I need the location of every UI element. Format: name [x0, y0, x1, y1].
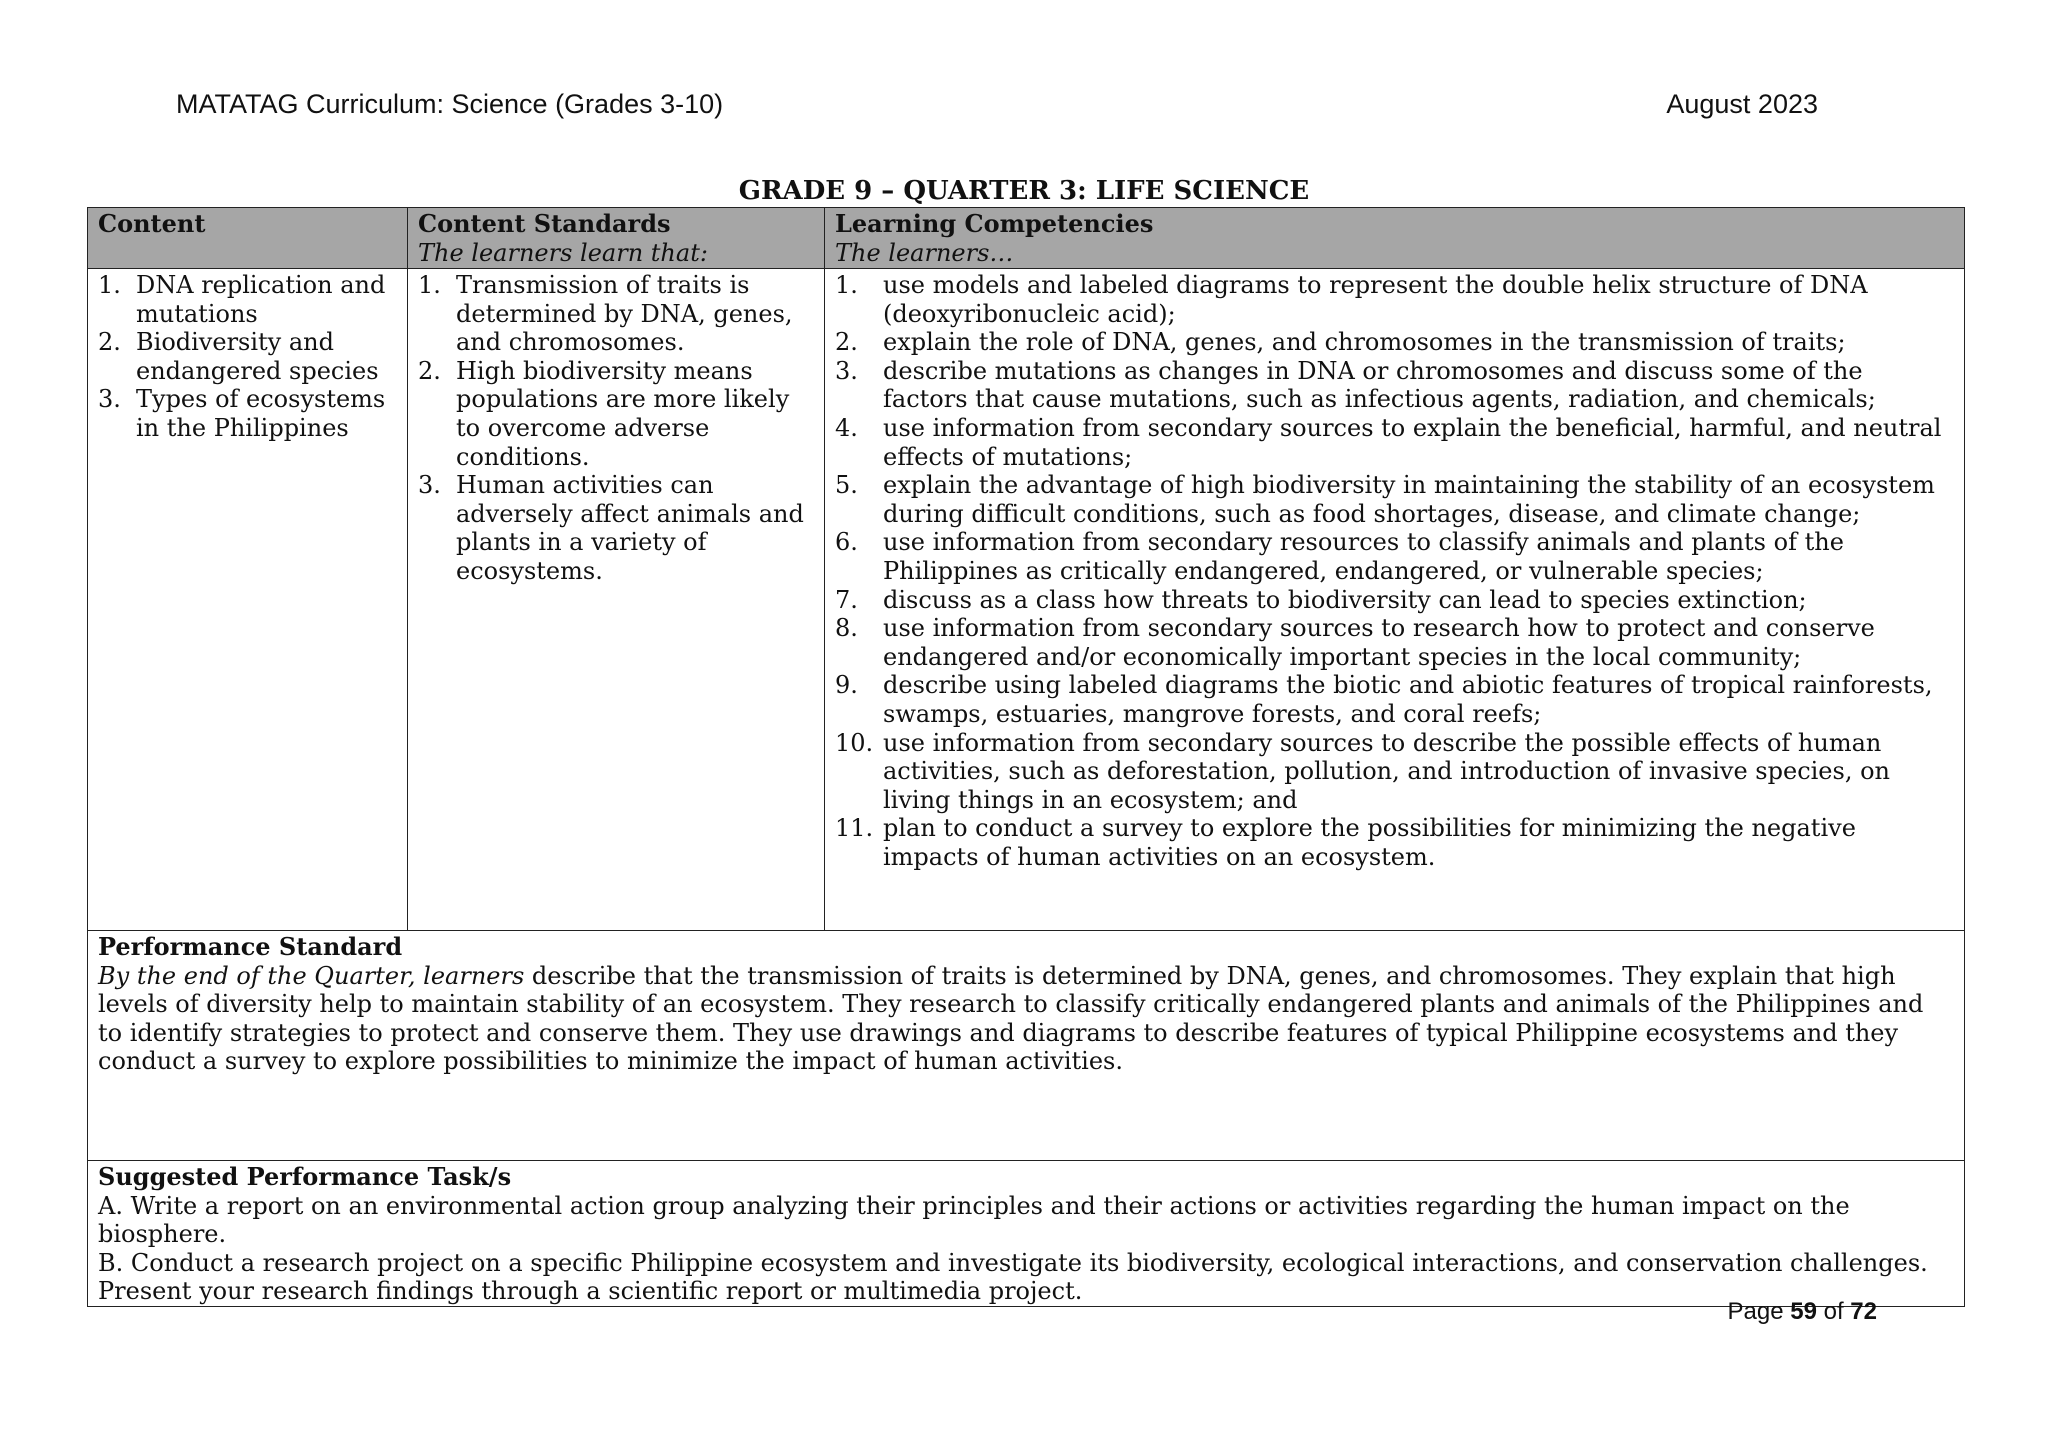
document-date: August 2023: [1666, 89, 1818, 119]
list-item: [98, 271, 397, 328]
document-title: MATATAG Curriculum: Science (Grades 3-10): [176, 89, 724, 119]
item-number: 1.: [835, 271, 858, 299]
header-competencies-sub: The learners…: [835, 238, 1014, 267]
content-list: [98, 271, 397, 443]
item-number: 1.: [418, 271, 441, 299]
item-number: 3.: [418, 471, 441, 500]
performance-lead: By the end of the Quarter, learners: [98, 961, 525, 990]
header-content-label: Content: [98, 209, 206, 238]
task-b: B. Conduct a research project on a specific Philippine ecosystem and investigate its biodiversity, ecological interactions, and conservation challenges. Present your research findings through a scientific report or multimedia project.: [98, 1248, 1928, 1306]
item-text: explain the role of DNA, genes, and chromosomes in the transmission of traits;: [883, 328, 1846, 357]
list-item: [835, 414, 1954, 471]
item-number: 2.: [98, 328, 121, 357]
competencies-list: [835, 271, 1954, 871]
item-text: use information from secondary resources to classify animals and plants of the Philippines as critically endangered, endangered, or vulnerable species;: [883, 528, 1844, 585]
header-learning-competencies: [825, 208, 1964, 268]
header-standards-label: Content Standards: [418, 209, 671, 238]
page-current: 59: [1790, 1298, 1817, 1325]
item-text: discuss as a class how threats to biodiversity can lead to species extinction;: [883, 585, 1807, 614]
list-item: [835, 357, 1954, 414]
item-text: High biodiversity means populations are more likely to overcome adverse conditions.: [456, 356, 790, 471]
item-text: describe mutations as changes in DNA or chromosomes and discuss some of the factors that cause mutations, such as infectious agents, radiation, and chemicals;: [883, 356, 1876, 414]
item-number: 11.: [835, 814, 874, 843]
item-number: 1.: [98, 271, 121, 299]
list-item: [835, 471, 1954, 528]
grade-quarter-title: GRADE 9 – QUARTER 3: LIFE SCIENCE: [738, 176, 1310, 206]
page-word: Page: [1727, 1298, 1784, 1325]
list-item: [835, 328, 1954, 357]
task-a: A. Write a report on an environmental action group analyzing their principles and their actions or activities regarding the human impact on the biosphere.: [98, 1191, 1850, 1249]
curriculum-table: [87, 207, 1965, 1307]
performance-standard-title: Performance Standard: [98, 932, 403, 961]
header-content: [88, 208, 408, 268]
header-competencies-label: Learning Competencies: [835, 209, 1154, 238]
list-item: [418, 471, 814, 585]
table-header-row: [88, 208, 1964, 269]
list-item: [98, 385, 397, 442]
list-item: [835, 271, 1954, 328]
item-text: use information from secondary sources to research how to protect and conserve endangered and/or economically important species in the local community;: [883, 614, 1875, 671]
item-number: 4.: [835, 413, 858, 442]
of-word: of: [1823, 1298, 1844, 1325]
item-text: describe using labeled diagrams the biotic and abiotic features of tropical rainforests, swamps, estuaries, mangrove forests, and coral reefs;: [883, 671, 1933, 728]
item-number: 6.: [835, 528, 858, 557]
item-text: use information from secondary sources to describe the possible effects of human activities, such as deforestation, pollution, and introduction of invasive species, on living things in an ecosystem; and: [883, 728, 1890, 814]
performance-standard-section: [88, 931, 1964, 1161]
header-content-standards: [408, 208, 825, 268]
list-item: [835, 671, 1954, 728]
item-number: 8.: [835, 614, 858, 643]
learning-competencies-cell: [825, 269, 1964, 930]
item-text: DNA replication and mutations: [136, 271, 386, 328]
item-number: 7.: [835, 585, 858, 614]
suggested-tasks-section: [88, 1161, 1964, 1306]
list-item: [418, 271, 814, 357]
table-body-row: [88, 269, 1964, 931]
content-standards-cell: [408, 269, 825, 930]
performance-body: describe that the transmission of traits is determined by DNA, genes, and chromosomes. They explain that high levels of diversity help to maintain stability of an ecosystem. They research to classify critically endangered plants and animals of the Philippines and to identify strategies to protect and conserve them. They use drawings and diagrams to describe features of typical Philippine ecosystems and they conduct a survey to explore possibilities to minimize the impact of human activities.: [98, 961, 1924, 1076]
page-total: 72: [1850, 1298, 1877, 1325]
item-number: 10.: [835, 728, 874, 757]
item-text: Biodiversity and endangered species: [136, 328, 379, 385]
item-number: 2.: [418, 356, 441, 385]
item-text: plan to conduct a survey to explore the possibilities for minimizing the negative impacts of human activities on an ecosystem.: [883, 814, 1856, 871]
item-number: 5.: [835, 471, 858, 500]
list-item: [418, 357, 814, 471]
performance-standard-text: [98, 962, 1954, 1076]
item-text: use models and labeled diagrams to represent the double helix structure of DNA (deoxyribonucleic acid);: [883, 271, 1868, 328]
item-text: Human activities can adversely affect animals and plants in a variety of ecosystems.: [456, 471, 804, 585]
list-item: [835, 528, 1954, 585]
content-cell: [88, 269, 408, 930]
suggested-tasks-title: Suggested Performance Task/s: [98, 1162, 512, 1191]
list-item: [98, 328, 397, 385]
item-number: 3.: [835, 356, 858, 385]
item-number: 3.: [98, 385, 121, 414]
item-text: explain the advantage of high biodiversity in maintaining the stability of an ecosystem during difficult conditions, such as food shortages, disease, and climate change;: [883, 471, 1935, 528]
list-item: [835, 814, 1954, 871]
item-text: Transmission of traits is determined by DNA, genes, and chromosomes.: [456, 271, 793, 357]
item-number: 9.: [835, 671, 858, 700]
standards-list: [418, 271, 814, 586]
header-standards-sub: The learners learn that:: [418, 238, 708, 267]
item-text: Types of ecosystems in the Philippines: [136, 385, 386, 442]
item-number: 2.: [835, 328, 858, 357]
list-item: [835, 586, 1954, 615]
page-number: [1728, 1298, 1878, 1326]
list-item: [835, 729, 1954, 815]
item-text: use information from secondary sources to explain the beneficial, harmful, and neutral effects of mutations;: [883, 413, 1942, 471]
list-item: [835, 614, 1954, 671]
